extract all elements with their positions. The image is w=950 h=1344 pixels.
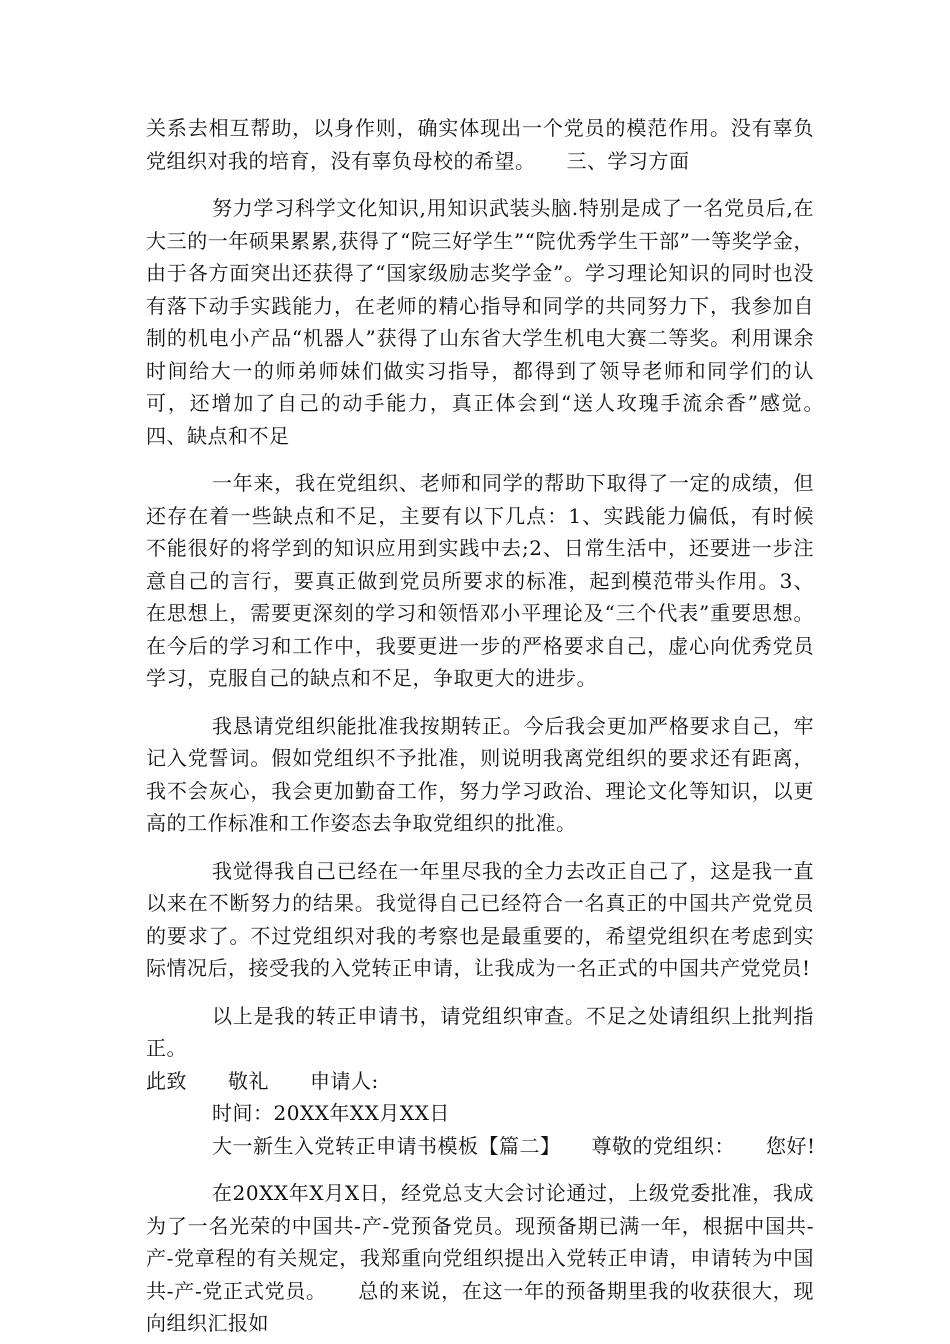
paragraph-2: 努力学习科学文化知识,用知识武装头脑.特别是成了一名党员后,在大三的一年硕果累累,获得了“院三好学生”“院优秀学生干部”一等奖学金，由于各方面突出还获得了“国家级励志奖学金”。学习理论知识的同时也没有落下动手实践能力，在老师的精心指导和同学的共同努力下，我参加自制的机电小产品“机器人”获得了山东省大学生机电大赛二等奖。利用课余时间给大一的师弟师妹们做实习指导，都得到了领导老师和同学们的认可，还增加了自己的动手能力，真正体会到“送人玫瑰手流余香”感觉。 四、缺点和不足 bbox=[146, 196, 855, 448]
paragraph-4: 我恳请党组织能批准我按期转正。今后我会更加严格要求自己，牢记入党誓词。假如党组织不予批准，则说明我离党组织的要求还有距离，我不会灰心，我会更加勤奋工作，努力学习政治、理论文化等知识，以更高的工作标准和工作姿态去争取党组织的批准。 bbox=[146, 713, 814, 835]
date-line: 时间：20XX年XX月XX日 bbox=[212, 1101, 450, 1125]
paragraph-7: 在20XX年X月X日，经党总支大会讨论通过，上级党委批准，我成为了一名光荣的中国共-产-党预备党员。现预备期已满一年，根据中国共-产-党章程的有关规定，我郑重向党组织提出入党转正申请，申请转为中国共-产-党正式党员。 总的来说，在这一年的预备期里我的收获很大，现向组织汇报如 bbox=[146, 1181, 814, 1335]
paragraph-1: 关系去相互帮助，以身作则，确实体现出一个党员的模范作用。没有辜负党组织对我的培育，没有辜负母校的希望。 三、学习方面 bbox=[146, 116, 814, 173]
paragraph-6: 以上是我的转正申请书，请党组织审查。不足之处请组织上批判指正。 bbox=[146, 1003, 814, 1060]
section-heading-line: 大一新生入党转正申请书模板【篇二】 尊敬的党组织： 您好! bbox=[212, 1133, 816, 1158]
paragraph-5: 我觉得我自己已经在一年里尽我的全力去改正自己了，这是我一直以来在不断努力的结果。我觉得自己已经符合一名真正的中国共产党党员的要求了。不过党组织对我的考察也是最重要的，希望党组织在考虑到实际情况后，接受我的入党转正申请，让我成为一名正式的中国共产党党员! bbox=[146, 858, 814, 980]
salutation-line: 此致 敬礼 申请人: bbox=[146, 1068, 379, 1093]
paragraph-3: 一年来，我在党组织、老师和同学的帮助下取得了一定的成绩，但还存在着一些缺点和不足，主要有以下几点：1、实践能力偏低，有时候不能很好的将学到的知识应用到实践中去;2、日常生活中，还要进一步注意自己的言行，要真正做到党员所要求的标准，起到模范带头作用。3、在思想上，需要更深刻的学习和领悟邓小平理论及“三个代表”重要思想。在今后的学习和工作中，我要更进一步的严格要求自己，虚心向优秀党员学习，克服自己的缺点和不足，争取更大的进步。 bbox=[146, 471, 814, 690]
document-body bbox=[146, 112, 855, 1340]
